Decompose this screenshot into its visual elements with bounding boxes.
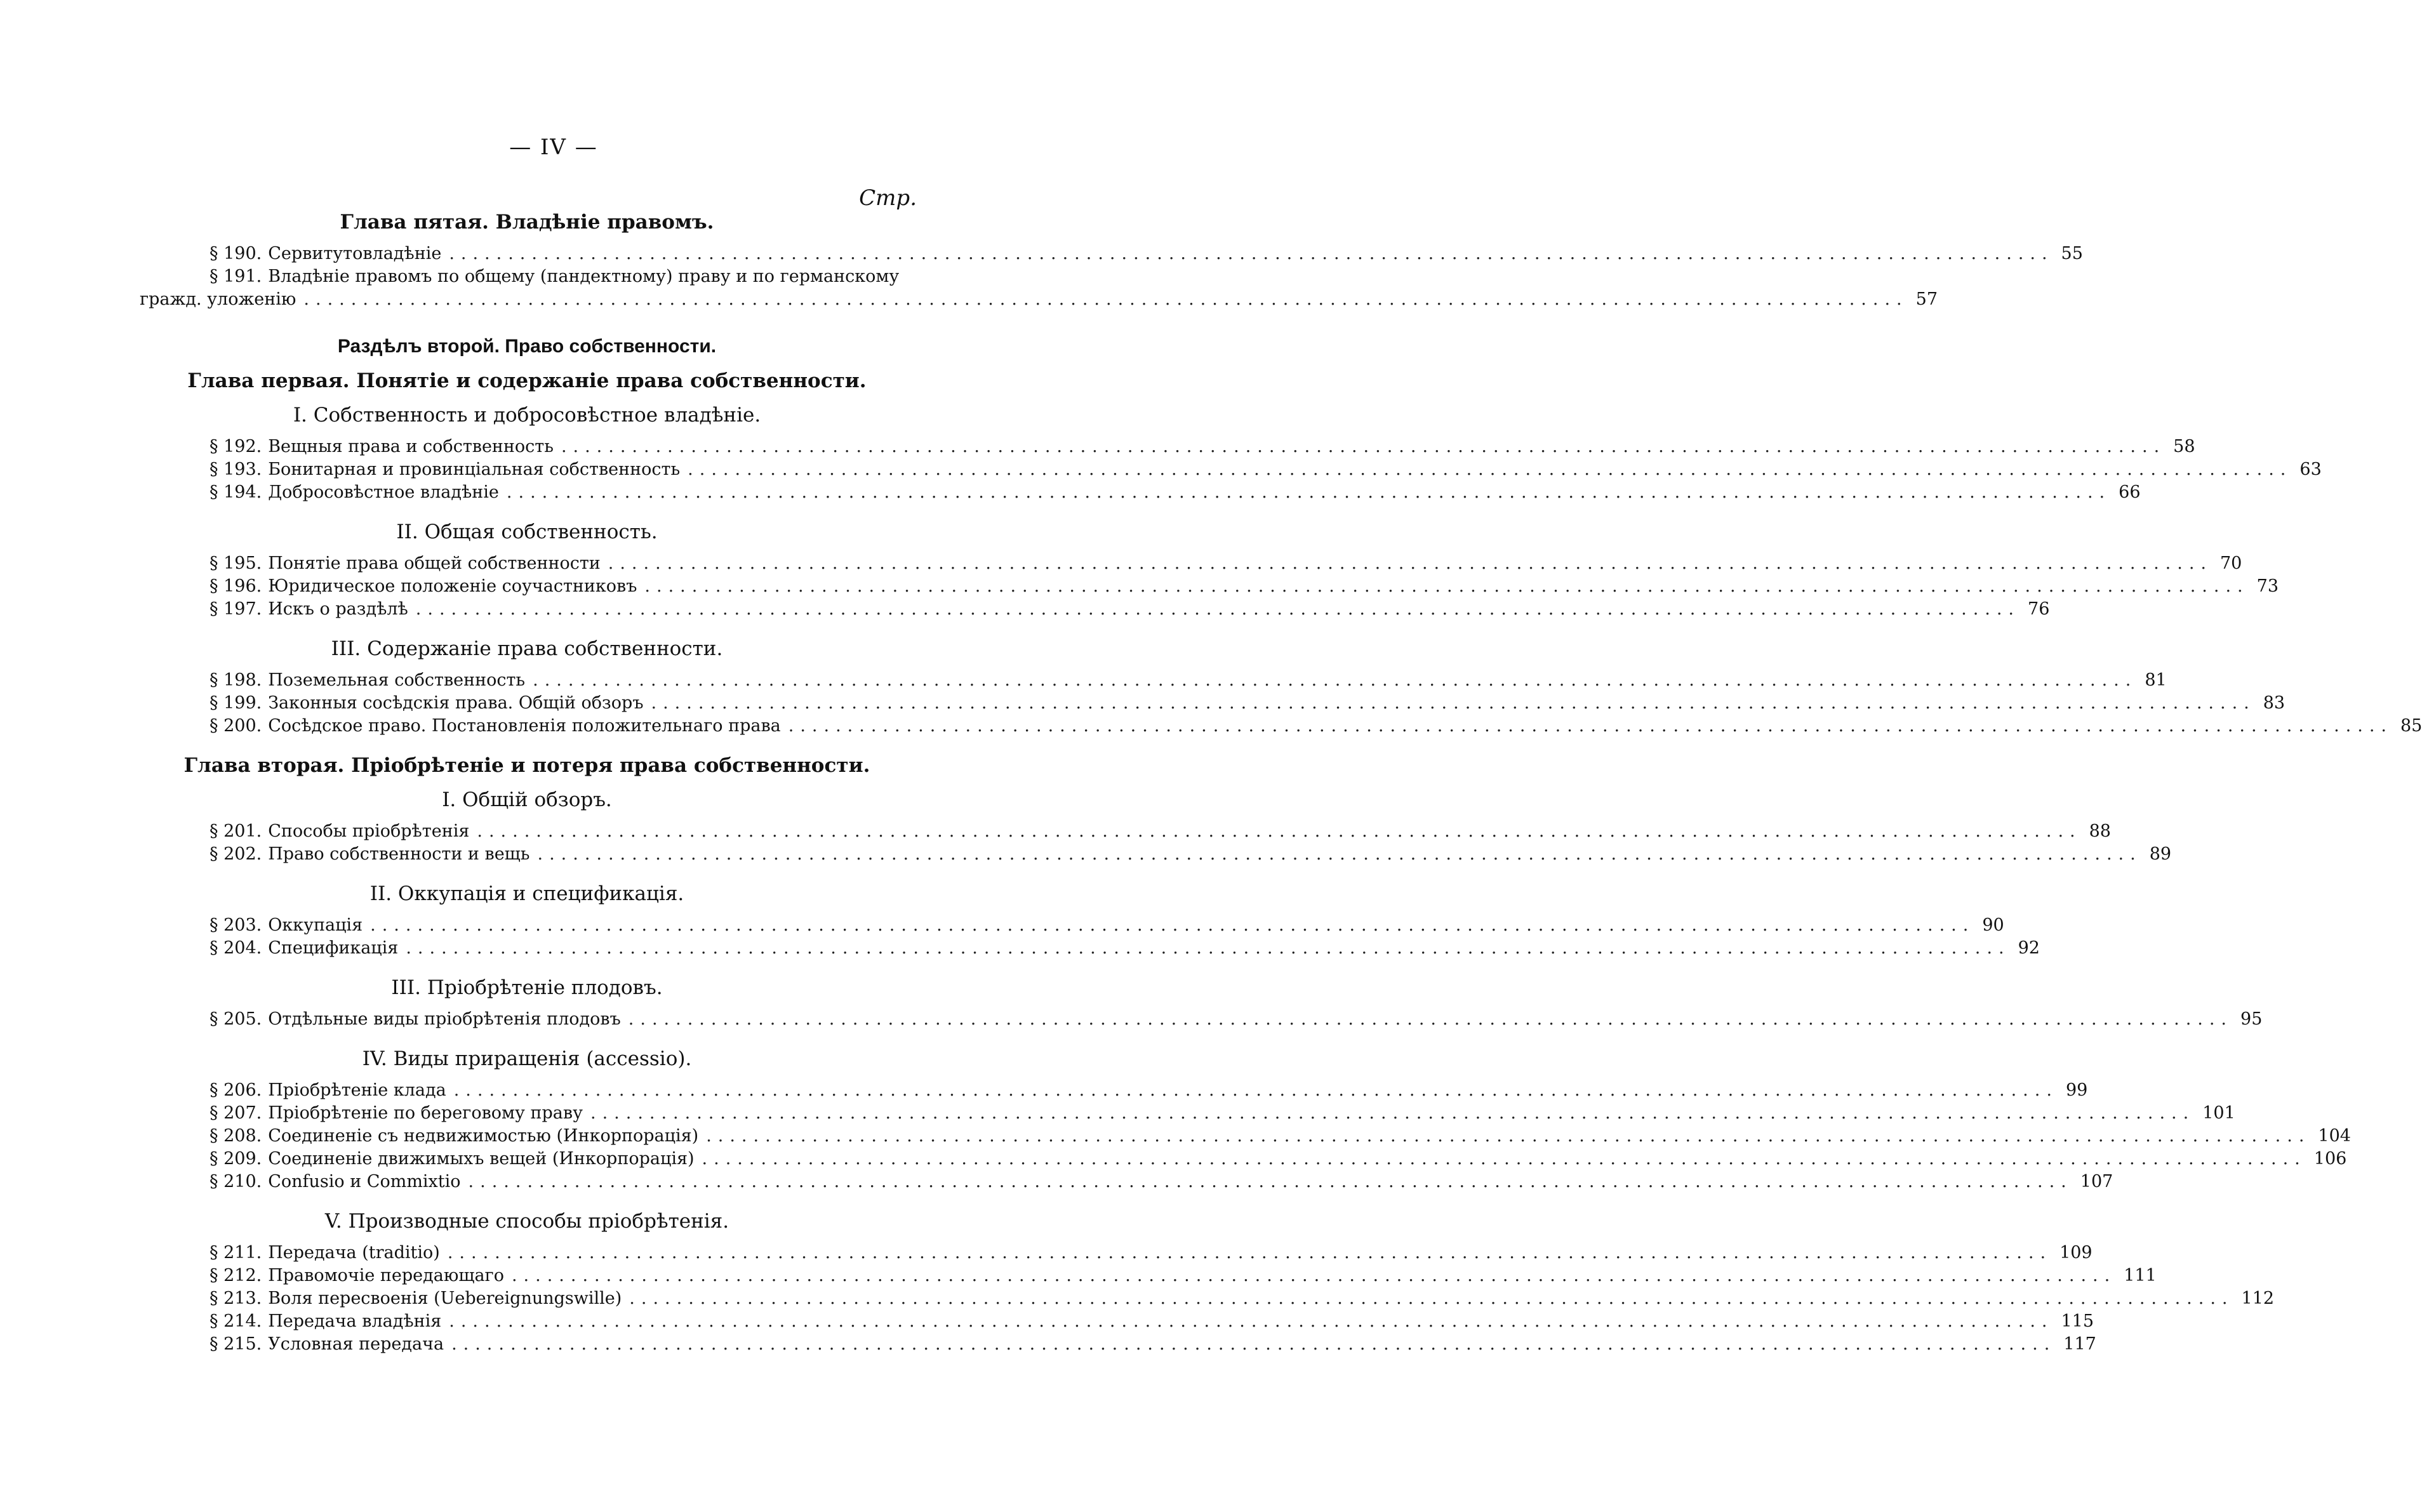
entry-title: Добросовѣстное владѣніе — [268, 482, 499, 502]
toc-entry — [210, 265, 914, 288]
entry-list — [0, 820, 2172, 866]
dot-leader: ........................................................................................................................................ — [370, 915, 1975, 935]
toc-entry — [210, 481, 2141, 504]
toc-entry — [210, 1148, 2347, 1170]
page-ref: 109 — [2059, 1243, 2093, 1263]
dot-leader: ........................................................................................................................................ — [533, 670, 2138, 690]
chapter-heading: Глава вторая. Пріобрѣтеніе и потеря права собственности. — [183, 754, 870, 777]
entry-title: Передача владѣнія — [268, 1311, 442, 1331]
page-ref: 66 — [2119, 482, 2141, 502]
section-number: § 196. — [210, 576, 262, 596]
section-heading: III. Содержаніе права собственности. — [331, 637, 723, 660]
page-ref: 99 — [2065, 1080, 2088, 1100]
page-ref: 107 — [2080, 1172, 2113, 1191]
dot-leader: ........................................................................................................................................ — [406, 938, 2011, 958]
entry-title: Передача (traditio) — [268, 1243, 440, 1263]
entry-title: Владѣніе правомъ по общему (пандектному) праву и по германскому — [268, 267, 900, 286]
section-number: § 194. — [210, 482, 262, 502]
entry-title: Confusio и Commixtio — [268, 1172, 461, 1191]
entry-title: Искъ о раздѣлѣ — [268, 599, 408, 619]
toc-entry — [210, 1079, 2088, 1102]
page-ref: 104 — [2318, 1126, 2351, 1146]
entry-title: Право собственности и вещь — [268, 844, 530, 864]
entry-title: Правомочіе передающаго — [268, 1266, 504, 1285]
dot-leader: ........................................................................................................................................ — [506, 482, 2112, 502]
section-number: § 192. — [210, 437, 262, 456]
section-heading: II. Оккупація и спецификація. — [369, 882, 684, 905]
dot-leader: ........................................................................................................................................ — [415, 599, 2021, 619]
toc-entry — [210, 1287, 2275, 1310]
entry-title: Способы пріобрѣтенія — [268, 821, 470, 841]
entry-title: Воля пересвоенія (Uebereignungswille) — [268, 1289, 622, 1308]
entry-list — [0, 435, 2322, 504]
page-ref: 92 — [2018, 938, 2040, 958]
section-number: § 193. — [210, 460, 262, 479]
dot-leader: ........................................................................................................................................ — [651, 693, 2256, 713]
toc-entry — [210, 242, 2083, 265]
entry-list — [0, 1242, 2275, 1356]
page-ref: 90 — [1982, 915, 2004, 935]
toc-entry — [210, 937, 2040, 960]
dot-leader: ........................................................................................................................................ — [628, 1009, 2233, 1029]
toc-entry — [210, 575, 2279, 598]
page-ref: 95 — [2240, 1009, 2263, 1029]
toc-entry — [210, 914, 2004, 937]
toc-entry — [210, 458, 2322, 481]
entry-title: Отдѣльные виды пріобрѣтенія плодовъ — [268, 1009, 621, 1029]
entry-list — [0, 669, 2422, 738]
dot-leader: ........................................................................................................................................ — [511, 1266, 2117, 1285]
dot-leader: ........................................................................................................................................ — [688, 460, 2292, 479]
entry-title: Оккупація — [268, 915, 363, 935]
toc-entry — [210, 1242, 2093, 1264]
entry-title: Бонитарная и провинціальная собственность — [268, 460, 681, 479]
page-number: — IV — — [509, 135, 598, 160]
dot-leader: ........................................................................................................................................ — [447, 1243, 2053, 1263]
section-number: § 199. — [210, 693, 262, 713]
dot-leader: ........................................................................................................................................ — [449, 244, 2054, 263]
page-ref: 76 — [2028, 599, 2050, 619]
entry-title: Поземельная собственность — [268, 670, 526, 690]
toc-entry — [140, 288, 1938, 311]
chapter-heading: Глава первая. Понятіе и содержаніе права собственности. — [187, 369, 867, 392]
dot-leader: ........................................................................................................................................ — [477, 821, 2082, 841]
toc-entry — [210, 1102, 2235, 1125]
page-ref: 70 — [2220, 554, 2242, 573]
toc-entry — [210, 843, 2172, 866]
section-number: § 202. — [210, 844, 262, 864]
page-ref: 81 — [2145, 670, 2167, 690]
toc-entry — [210, 669, 2167, 692]
toc-entry — [210, 598, 2050, 621]
page-ref: 63 — [2299, 460, 2322, 479]
dot-leader: ........................................................................................................................................ — [788, 716, 2393, 736]
dot-leader: ........................................................................................................................................ — [590, 1103, 2195, 1123]
dot-leader: ........................................................................................................................................ — [451, 1334, 2056, 1354]
page-ref: 106 — [2313, 1149, 2347, 1169]
entry-title: Вещныя права и собственность — [268, 437, 554, 456]
section-heading: I. Собственность и добросовѣстное владѣніе. — [293, 404, 761, 427]
section-number: § 211. — [210, 1243, 262, 1263]
entry-title: Пріобрѣтеніе по береговому праву — [268, 1103, 583, 1123]
section-number: § 206. — [210, 1080, 262, 1100]
page-ref: 83 — [2263, 693, 2286, 713]
table-of-contents — [0, 208, 2422, 1356]
dot-leader: ........................................................................................................................................ — [537, 844, 2142, 864]
page-ref: 112 — [2241, 1289, 2275, 1308]
section-number: § 203. — [210, 915, 262, 935]
section-number: § 207. — [210, 1103, 262, 1123]
dot-leader: ........................................................................................................................................ — [706, 1126, 2311, 1146]
chapter-heading: Глава пятая. Владѣніе правомъ. — [340, 211, 714, 234]
entry-title: Сосѣдское право. Постановленія положительнаго права — [268, 716, 781, 736]
section-number: § 212. — [210, 1266, 262, 1285]
toc-entry — [210, 1008, 2263, 1031]
section-number: § 205. — [210, 1009, 262, 1029]
section-number: § 213. — [210, 1289, 262, 1308]
toc-entry — [210, 1333, 2096, 1356]
part-heading: Раздѣлъ второй. Право собственности. — [337, 336, 717, 357]
section-number: § 214. — [210, 1311, 262, 1331]
toc-entry — [210, 692, 2286, 715]
toc-entry — [210, 1264, 2157, 1287]
page-ref: 89 — [2149, 844, 2172, 864]
toc-entry — [210, 715, 2422, 738]
dot-leader: ........................................................................................................................................ — [449, 1311, 2054, 1331]
section-heading: III. Пріобрѣтеніе плодовъ. — [391, 976, 663, 999]
toc-entry — [210, 1310, 2094, 1333]
section-heading: IV. Виды приращенія (accessio). — [362, 1047, 692, 1070]
entry-title: Сервитутовладѣніе — [268, 244, 442, 263]
entry-list — [0, 552, 2279, 621]
page-ref: 117 — [2063, 1334, 2096, 1354]
entry-title: Законныя сосѣдскія права. Общій обзоръ — [268, 693, 644, 713]
entry-title: Понятіе права общей собственности — [268, 554, 601, 573]
page-ref: 58 — [2173, 437, 2195, 456]
entry-title: Юридическое положеніе соучастниковъ — [268, 576, 637, 596]
page-ref: 88 — [2089, 821, 2111, 841]
page-ref: 85 — [2400, 716, 2422, 736]
dot-leader: ........................................................................................................................................ — [702, 1149, 2306, 1169]
toc-entry — [210, 552, 2242, 575]
entry-title: Соединеніе съ недвижимостью (Инкорпорація) — [268, 1126, 699, 1146]
section-heading: I. Общій обзоръ. — [442, 788, 612, 811]
section-number: § 197. — [210, 599, 262, 619]
toc-entry — [210, 1170, 2113, 1193]
section-number: § 208. — [210, 1126, 262, 1146]
entry-list — [0, 1079, 2351, 1193]
entry-title: гражд. уложенію — [140, 289, 296, 309]
page-ref: 55 — [2061, 244, 2083, 263]
section-number: § 215. — [210, 1334, 262, 1354]
dot-leader: ........................................................................................................................................ — [608, 554, 2212, 573]
section-number: § 204. — [210, 938, 262, 958]
section-number: § 195. — [210, 554, 262, 573]
section-number: § 201. — [210, 821, 262, 841]
section-number: § 191. — [210, 267, 262, 286]
dot-leader: ........................................................................................................................................ — [468, 1172, 2073, 1191]
dot-leader: ........................................................................................................................................ — [561, 437, 2166, 456]
entry-list — [0, 1008, 2263, 1031]
toc-entry — [210, 435, 2195, 458]
toc-entry — [210, 820, 2111, 843]
page-ref: 115 — [2061, 1311, 2094, 1331]
section-number: § 210. — [210, 1172, 262, 1191]
dot-leader: ........................................................................................................................................ — [644, 576, 2249, 596]
page-ref: 73 — [2256, 576, 2279, 596]
dot-leader: ........................................................................................................................................ — [453, 1080, 2058, 1100]
page-column-label: Стр. — [859, 185, 917, 211]
entry-title: Соединеніе движимыхъ вещей (Инкорпорація) — [268, 1149, 695, 1169]
section-heading: II. Общая собственность. — [396, 521, 658, 543]
entry-list — [0, 914, 2040, 960]
dot-leader: ........................................................................................................................................ — [629, 1289, 2234, 1308]
entry-title: Спецификація — [268, 938, 399, 958]
section-number: § 190. — [210, 244, 262, 263]
section-number: § 200. — [210, 716, 262, 736]
dot-leader: ........................................................................................................................................ — [303, 289, 1908, 309]
page-ref: 101 — [2202, 1103, 2235, 1123]
section-heading: V. Производные способы пріобрѣтенія. — [324, 1210, 729, 1233]
page-ref: 57 — [1915, 289, 1938, 309]
entry-list — [0, 242, 2083, 311]
section-number: § 198. — [210, 670, 262, 690]
section-number: § 209. — [210, 1149, 262, 1169]
toc-entry — [210, 1125, 2351, 1148]
entry-title: Пріобрѣтеніе клада — [268, 1080, 446, 1100]
entry-title: Условная передача — [268, 1334, 444, 1354]
page-ref: 111 — [2124, 1266, 2157, 1285]
